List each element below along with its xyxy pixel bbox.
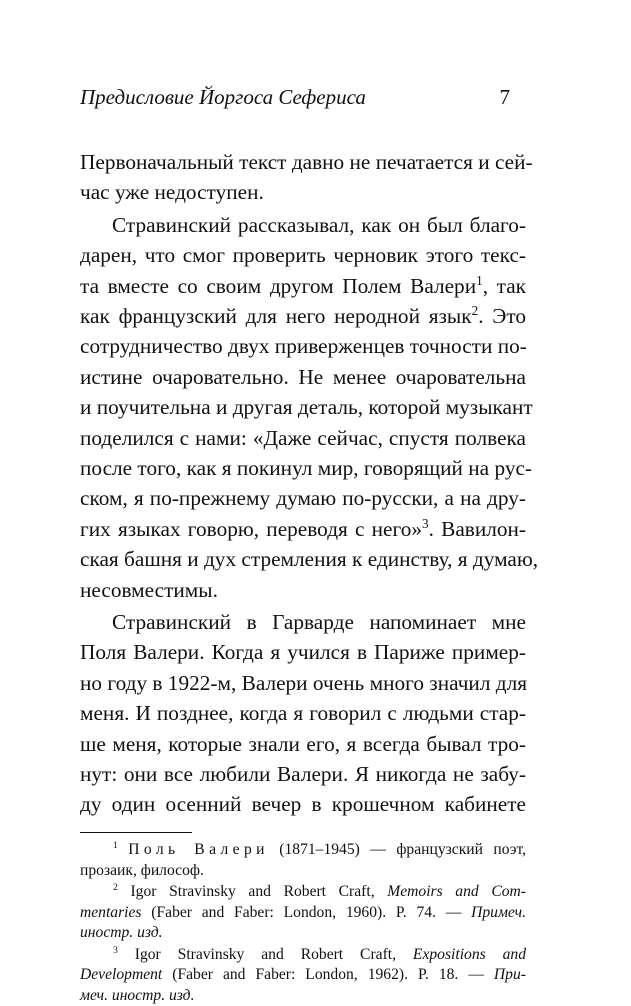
text-fragment-italic: Memoirs and Com- xyxy=(387,883,526,901)
footnote-line: прозаик, философ. xyxy=(80,861,204,879)
footnote-line xyxy=(113,840,526,861)
text-line: сотрудничество двух приверженцев точности по- xyxy=(80,334,527,359)
text-fragment-italic: При- xyxy=(493,966,526,984)
text-line xyxy=(80,513,526,545)
text-line: ше меня, которые знали его, я всегда бывал тро- xyxy=(80,731,526,756)
text-line: Первоначальный текст давно не печатается и сей- xyxy=(80,150,533,174)
text-line: нут: они все любили Валери. Я никогда не забу- xyxy=(80,762,526,786)
text-line: час уже недоступен. xyxy=(80,180,264,205)
footnote-ref-2: 2 xyxy=(471,302,479,318)
text-line: Стравинский в Гарварде напоминает мне xyxy=(112,610,526,634)
text-line: дарен, что смог проверить черновик этого текс- xyxy=(80,243,526,268)
text-fragment: как французский для него неродной язык xyxy=(80,304,472,328)
text-fragment-italic: иностр. изд. xyxy=(80,924,163,942)
text-fragment-italic: меч. иностр. изд. xyxy=(80,986,195,1004)
text-fragment: та вместе со своим другом Полем Валери xyxy=(80,273,477,298)
text-line: и поучительна и другая деталь, которой музыкант xyxy=(80,395,533,420)
text-line: истине очаровательно. Не менее очаровательна xyxy=(80,364,526,389)
footnote-number: 2 xyxy=(113,882,118,894)
text-line: несовместимы. xyxy=(80,577,218,602)
footnote-line xyxy=(80,965,526,986)
text-line: меня. И позднее, когда я говорил с людьми стар- xyxy=(80,701,526,726)
footnote-ref-1: 1 xyxy=(476,272,483,288)
footnote-line xyxy=(113,945,526,966)
text-line: Поля Валери. Когда я учился в Париже пример- xyxy=(80,640,526,665)
footnote-line xyxy=(80,903,526,924)
text-fragment: Igor Stravinsky and Robert Craft, xyxy=(134,945,396,963)
text-line: ду один осенний вечер в крошечном кабинете xyxy=(80,792,526,817)
footnote-ref-3: 3 xyxy=(422,515,429,531)
text-fragment-italic: Expositions and xyxy=(412,945,526,963)
text-line: поделился с нами: «Даже сейчас, спустя полвека xyxy=(80,425,526,450)
text-fragment: гих языках говорю, переводя с него» xyxy=(80,516,423,541)
text-fragment: (Faber and Faber: London, 1962). P. 18. — xyxy=(172,966,484,984)
footnote-line xyxy=(113,882,526,903)
text-fragment-italic: Development xyxy=(80,966,163,984)
page-number: 7 xyxy=(499,85,510,109)
text-line xyxy=(80,270,526,302)
text-line xyxy=(80,300,526,332)
text-line: ском, я по-прежнему думаю по-русски, а на дру- xyxy=(80,486,526,511)
text-fragment: , так xyxy=(482,273,526,298)
footnote-line xyxy=(80,923,526,944)
text-line: после того, как я покинул мир, говорящий на рус- xyxy=(80,456,533,480)
footnote-name: Поль Валери xyxy=(128,841,269,859)
text-line: Стравинский рассказывал, как он был благо- xyxy=(112,212,526,237)
footnote-separator xyxy=(80,832,192,833)
text-line: ская башня и дух стремления к единству, я думаю, xyxy=(80,547,539,572)
text-fragment: (1871–1945) — французский поэт, xyxy=(279,841,526,859)
text-line: но году в 1922-м, Валери очень много значил для xyxy=(80,670,528,695)
text-fragment-italic: mentaries xyxy=(80,903,142,921)
text-fragment: Igor Stravinsky and Robert Craft, xyxy=(130,883,375,901)
running-header-title: Предисловие Йоргоса Сефериса xyxy=(80,85,366,109)
text-fragment: . Это xyxy=(478,304,526,328)
footnote-number: 3 xyxy=(113,944,118,956)
text-fragment: (Faber and Faber: London, 1960). P. 74. — xyxy=(151,903,462,921)
text-fragment-italic: Примеч. xyxy=(471,903,526,921)
text-fragment: . Вавилон- xyxy=(428,516,527,541)
footnote-number: 1 xyxy=(113,840,118,852)
footnote-line xyxy=(80,986,526,1006)
